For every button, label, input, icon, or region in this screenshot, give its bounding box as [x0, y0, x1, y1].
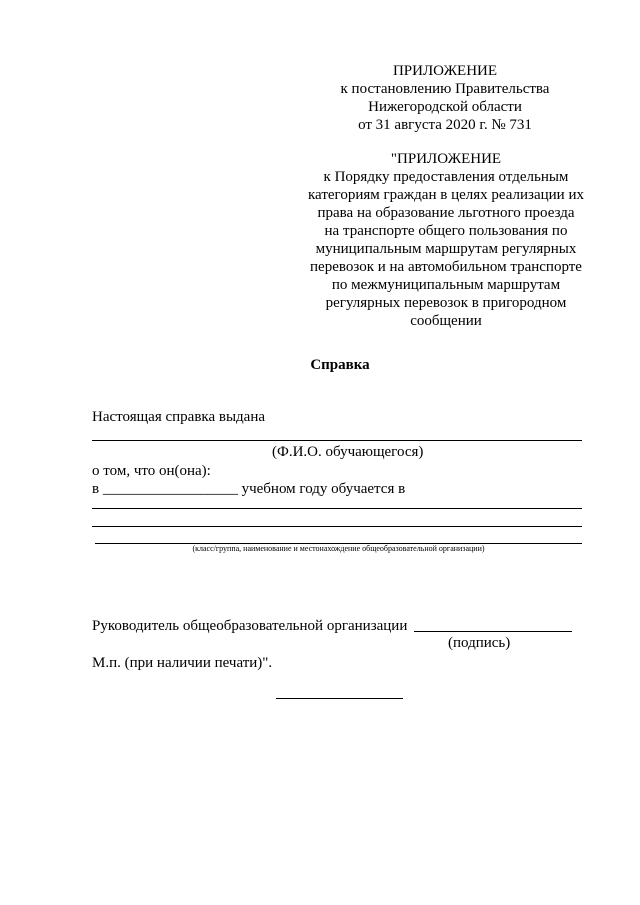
year-suffix: учебном году обучается в: [241, 481, 406, 497]
appendix-header: [300, 150, 592, 330]
fio-caption: (Ф.И.О. обучающегося): [272, 444, 424, 460]
appendix-line: категориям граждан в целях реализации их: [308, 187, 584, 203]
year-prefix: в: [92, 481, 100, 497]
closing-rule: [276, 698, 403, 699]
fio-blank-line: [92, 440, 582, 441]
header-line: ПРИЛОЖЕНИЕ: [392, 63, 498, 79]
appendix-line: права на образование льготного проезда: [317, 205, 575, 221]
header-line: к постановлению Правительства: [340, 81, 550, 97]
header-line: Нижегородской области: [368, 99, 522, 115]
head-signature-row: [92, 617, 407, 635]
appendix-line: регулярных перевозок в пригородном: [325, 295, 567, 311]
head-label: Руководитель общеобразовательной организации: [92, 618, 408, 634]
appendix-line: сообщении: [410, 313, 482, 329]
document-title: Справка: [310, 357, 370, 373]
appendix-line: на транспорте общего пользования по: [324, 223, 568, 239]
org-blank-line-1: [92, 508, 582, 509]
appendix-line: муниципальным маршрутам регулярных: [315, 241, 577, 257]
signature-caption: (подпись): [448, 635, 511, 651]
org-caption: (класс/группа, наименование и местонахождение общеобразовательной организации): [192, 544, 485, 553]
org-blank-line-2: [92, 526, 582, 527]
issued-to-label: Настоящая справка выдана: [92, 409, 266, 425]
appendix-line: перевозок и на автомобильном транспорте: [310, 259, 582, 275]
approval-header: [330, 62, 560, 134]
that-label: о том, что он(она):: [92, 463, 211, 479]
appendix-line: к Порядку предоставления отдельным: [323, 169, 569, 185]
year-blank: __________________: [102, 481, 238, 497]
study-year-row: [92, 480, 405, 498]
signature-blank-line: [414, 631, 572, 632]
appendix-line: по межмуниципальным маршрутам: [331, 277, 561, 293]
appendix-line: "ПРИЛОЖЕНИЕ: [390, 151, 502, 167]
stamp-note: М.п. (при наличии печати)".: [92, 655, 273, 671]
header-line: от 31 августа 2020 г. № 731: [358, 117, 532, 133]
